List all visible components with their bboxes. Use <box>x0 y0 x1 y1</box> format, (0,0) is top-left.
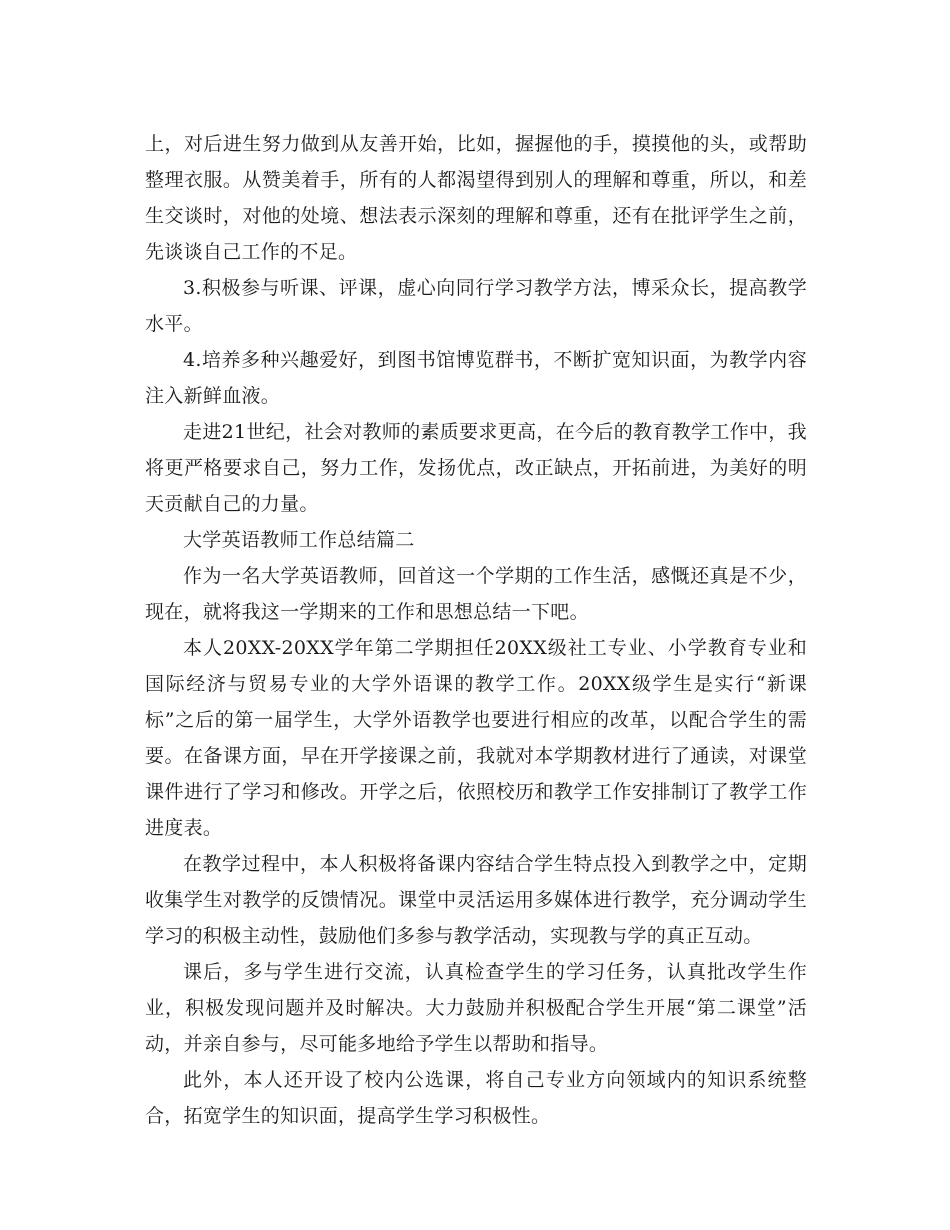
paragraph-teaching-duties: 本人20XX-20XX学年第二学期担任20XX级社工专业、小学教育专业和国际经济与贸易专业的大学外语课的教学工作。20XX级学生是实行“新课标”之后的第一届学生，大学外语教学也要进行相应的改革，以配合学生的需要。在备课方面，早在开学接课之前，我就对本学期教材进行了通读，对课堂课件进行了学习和修改。开学之后，依照校历和教学工作安排制订了教学工作进度表。 <box>145 637 807 839</box>
paragraph-elective: 此外，本人还开设了校内公选课，将自己专业方向领域内的知识系统整合，拓宽学生的知识面，提高学生学习积极性。 <box>145 1069 807 1127</box>
paragraph-item-3: 3.积极参与听课、评课，虚心向同行学习教学方法，博采众长，提高教学水平。 <box>145 277 807 335</box>
paragraph-item-4: 4.培养多种兴趣爱好，到图书馆博览群书，不断扩宽知识面，为教学内容注入新鲜血液。 <box>145 349 807 407</box>
paragraph-teaching-process: 在教学过程中，本人积极将备课内容结合学生特点投入到教学之中，定期收集学生对教学的反馈情况。课堂中灵活运用多媒体进行教学，充分调动学生学习的积极主动性，鼓励他们多参与教学活动，实现教与学的真正互动。 <box>145 853 807 947</box>
section-heading: 大学英语教师工作总结篇二 <box>183 529 415 551</box>
paragraph-continued: 上，对后进生努力做到从友善开始，比如，握握他的手，摸摸他的头，或帮助整理衣服。从赞美着手，所有的人都渴望得到别人的理解和尊重，所以，和差生交谈时，对他的处境、想法表示深刻的理解和尊重，还有在批评学生之前，先谈谈自己工作的不足。 <box>145 133 807 263</box>
document-body <box>145 126 807 1134</box>
paragraph-after-class: 课后，多与学生进行交流，认真检查学生的学习任务，认真批改学生作业，积极发现问题并及时解决。大力鼓励并积极配合学生开展“第二课堂”活动，并亲自参与，尽可能多地给予学生以帮助和指导。 <box>145 961 807 1055</box>
paragraph-closing: 走进21世纪，社会对教师的素质要求更高，在今后的教育教学工作中，我将更严格要求自己，努力工作，发扬优点，改正缺点，开拓前进，为美好的明天贡献自己的力量。 <box>145 421 807 515</box>
paragraph-intro: 作为一名大学英语教师，回首这一个学期的工作生活，感慨还真是不少，现在，就将我这一学期来的工作和思想总结一下吧。 <box>145 565 807 623</box>
